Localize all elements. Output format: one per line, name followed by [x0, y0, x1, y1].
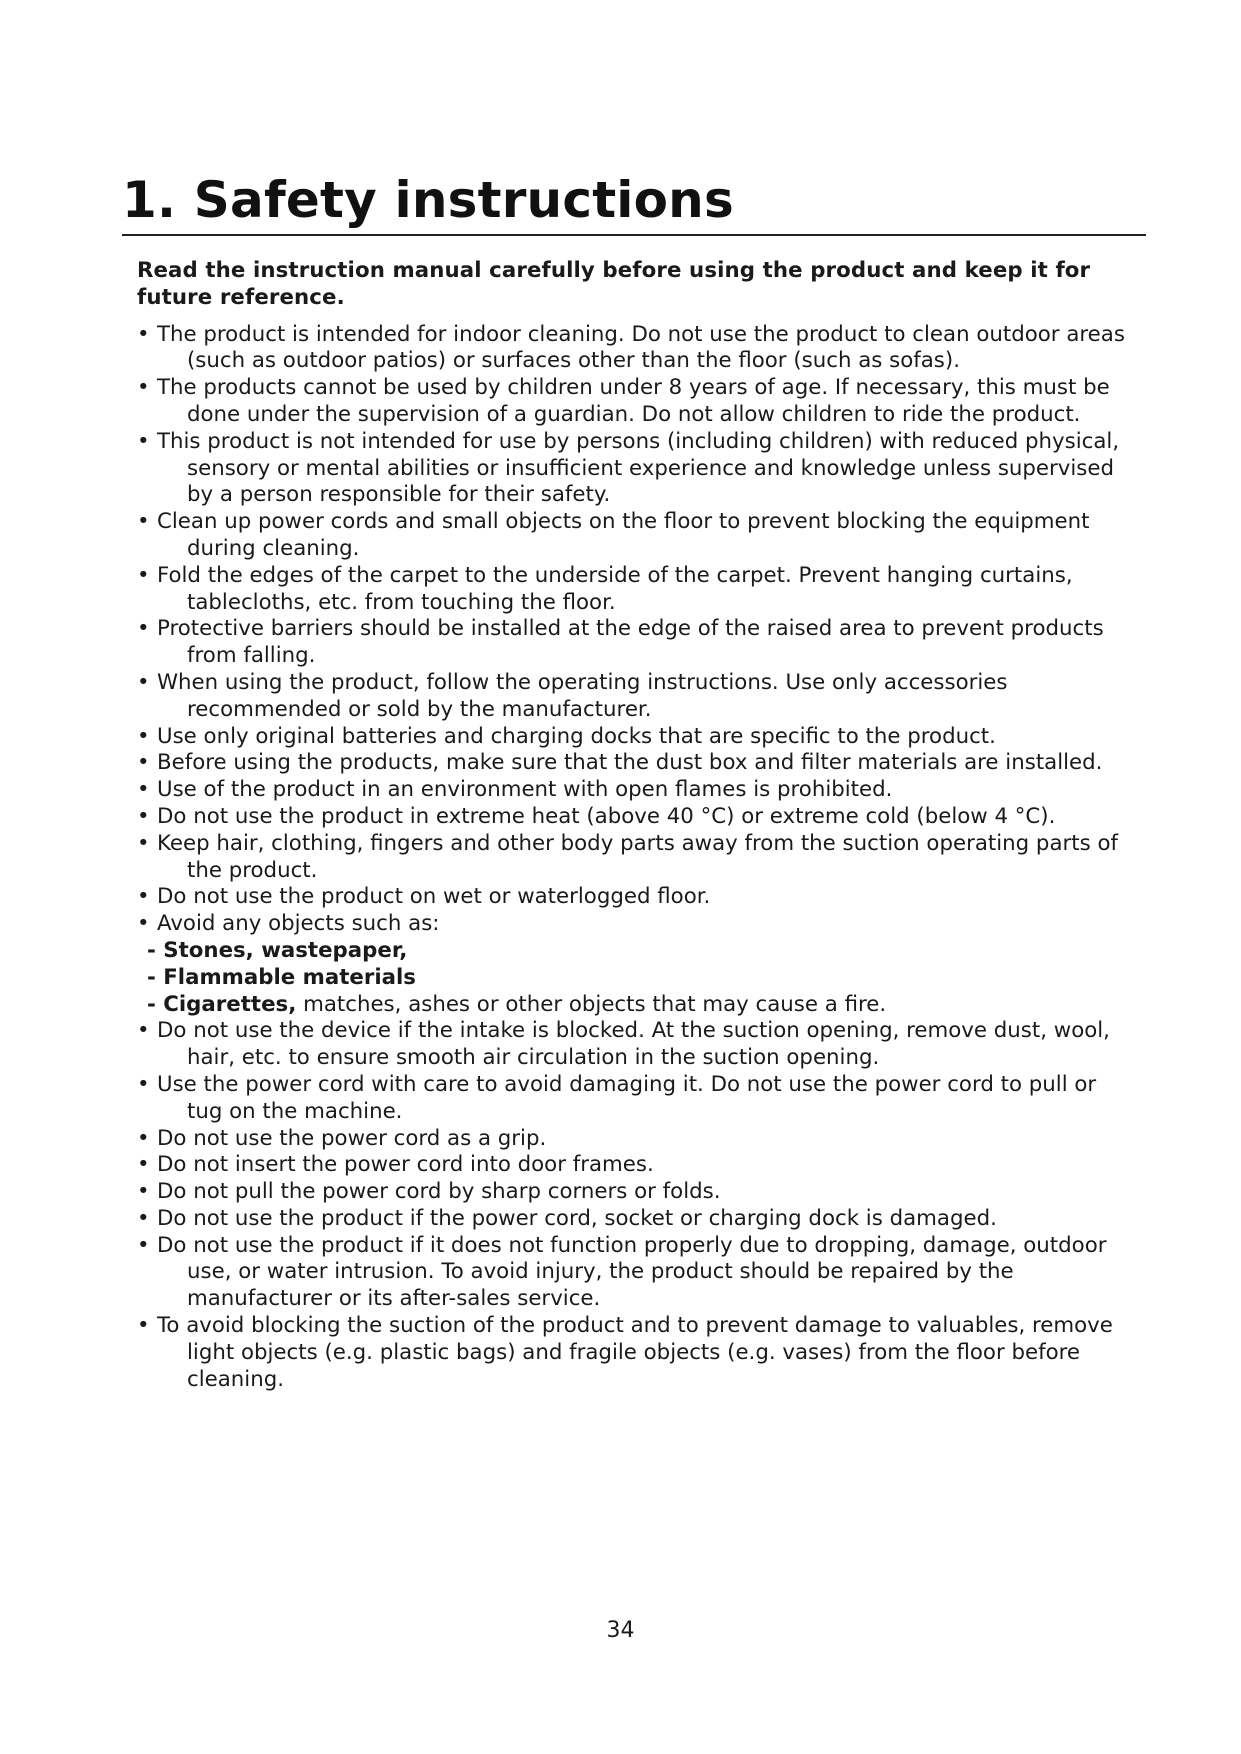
list-item: • When using the product, follow the operating instructions. Use only accessories recommended or sold by the manufacturer.	[137, 670, 1137, 724]
intro-text: Read the instruction manual carefully before using the product and keep it for future reference.	[137, 258, 1091, 310]
title-block	[122, 170, 1146, 230]
list-item: • Do not use the product if the power cord, socket or charging dock is damaged.	[137, 1206, 1137, 1233]
list-item: • To avoid blocking the suction of the product and to prevent damage to valuables, remove light objects (e.g. plastic bags) and fragile objects (e.g. vases) from the floor before cleaning.	[137, 1313, 1137, 1393]
avoid-item	[137, 992, 1137, 1019]
page-title: 1. Safety instructions	[122, 171, 734, 229]
avoid-item-text: matches, ashes or other objects that may cause a fire.	[296, 991, 887, 1017]
page-number: 34	[606, 1618, 635, 1643]
list-item: • Do not use the power cord as a grip.	[137, 1126, 1137, 1153]
list-item: • Avoid any objects such as:	[137, 911, 1137, 938]
list-item: • Use of the product in an environment with open flames is prohibited.	[137, 777, 1137, 804]
avoid-objects-list	[137, 938, 1137, 1018]
list-item: • Do not use the product if it does not function properly due to dropping, damage, outdoor use, or water intrusion. To avoid injury, the product should be repaired by the manufacturer or its after-sales service.	[137, 1233, 1137, 1313]
avoid-item	[137, 965, 1137, 992]
safety-list	[137, 322, 1137, 938]
avoid-item-bold-text: - Cigarettes,	[147, 991, 297, 1017]
list-item: • Use the power cord with care to avoid damaging it. Do not use the power cord to pull or tug on the machine.	[137, 1072, 1137, 1126]
list-item: • The products cannot be used by children under 8 years of age. If necessary, this must be done under the supervision of a guardian. Do not allow children to ride the product.	[137, 375, 1137, 429]
list-item: • Keep hair, clothing, fingers and other body parts away from the suction operating parts of the product.	[137, 831, 1137, 885]
list-item: • Do not insert the power cord into door frames.	[137, 1152, 1137, 1179]
avoid-item-text: - Flammable materials	[147, 964, 416, 990]
list-item: • Clean up power cords and small objects on the floor to prevent blocking the equipment during cleaning.	[137, 509, 1137, 563]
list-item: • Fold the edges of the carpet to the underside of the carpet. Prevent hanging curtains, tablecloths, etc. from touching the floor.	[137, 563, 1137, 617]
list-item: • The product is intended for indoor cleaning. Do not use the product to clean outdoor areas (such as outdoor patios) or surfaces other than the floor (such as sofas).	[137, 322, 1137, 376]
list-item: • Do not use the product on wet or waterlogged floor.	[137, 884, 1137, 911]
list-item: • Do not pull the power cord by sharp corners or folds.	[137, 1179, 1137, 1206]
list-item: • Before using the products, make sure that the dust box and filter materials are installed.	[137, 750, 1137, 777]
list-item: • Do not use the device if the intake is blocked. At the suction opening, remove dust, wool, hair, etc. to ensure smooth air circulation in the suction opening.	[137, 1018, 1137, 1072]
avoid-item-text: - Stones, wastepaper,	[147, 937, 408, 963]
list-item: • Do not use the product in extreme heat (above 40 °C) or extreme cold (below 4 °C).	[137, 804, 1137, 831]
list-item: • Protective barriers should be installed at the edge of the raised area to prevent products from falling.	[137, 616, 1137, 670]
title-underline	[122, 234, 1146, 236]
safety-list-continued	[137, 1018, 1137, 1393]
safety-content	[137, 258, 1137, 1393]
avoid-item	[137, 938, 1137, 965]
list-item: • This product is not intended for use by persons (including children) with reduced physical, sensory or mental abilities or insufficient experience and knowledge unless supervised by a person responsible for their safety.	[137, 429, 1137, 509]
list-item: • Use only original batteries and charging docks that are specific to the product.	[137, 724, 1137, 751]
